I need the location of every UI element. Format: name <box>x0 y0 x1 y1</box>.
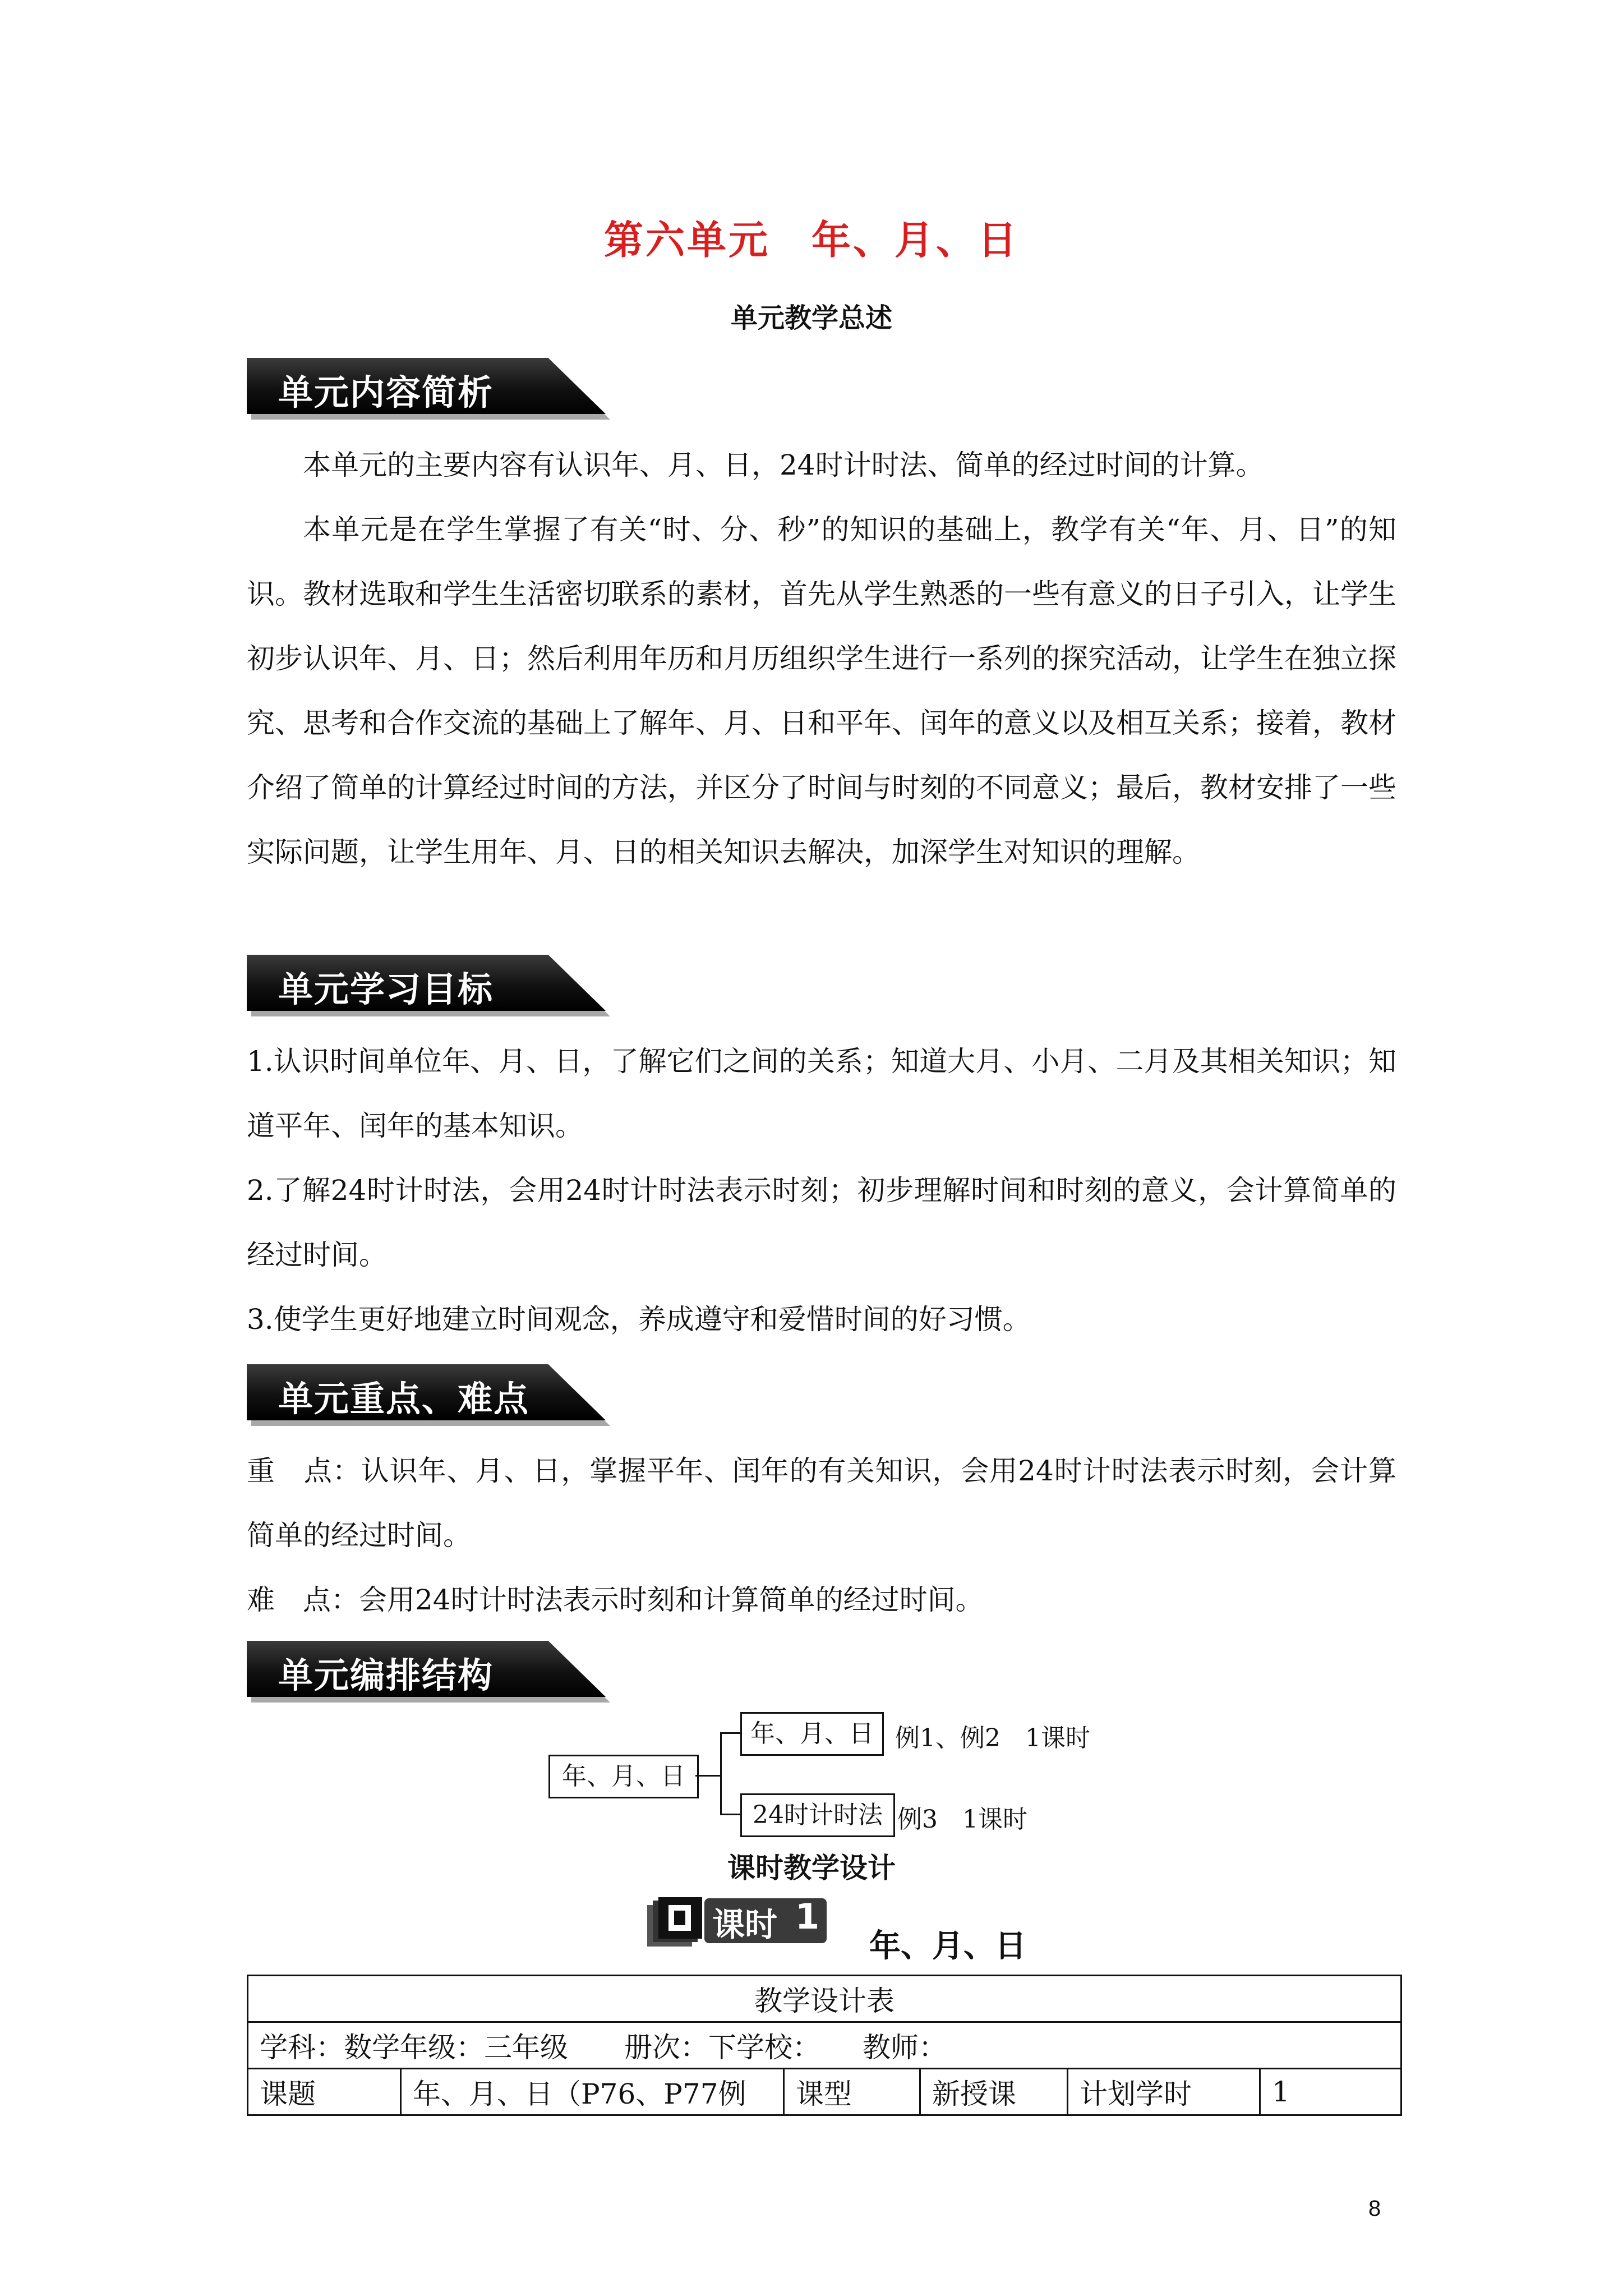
connector-top <box>720 1732 740 1734</box>
section-heading-content: 单元内容简析 <box>278 372 494 413</box>
section-heading-structure: 单元编排结构 <box>278 1655 494 1696</box>
design-table <box>247 1975 1402 2116</box>
section-heading-keypoints: 单元重点、难点 <box>278 1378 530 1419</box>
goal-item-1: 1.认识时间单位年、月、日，了解它们之间的关系；知道大月、小月、二月及其相关知识；知道平年、闰年的基本知识。 <box>247 1045 1396 1142</box>
table-cell: 计划学时 <box>1068 2069 1260 2115</box>
section-banner-goals <box>247 955 606 1011</box>
page-subtitle: 单元教学总述 <box>730 302 892 334</box>
table-cell: 1 <box>1260 2069 1401 2115</box>
page-number: 8 <box>1368 2196 1381 2221</box>
section-banner-structure <box>247 1641 606 1697</box>
table-cell: 年、月、日（P76、P77例 <box>401 2069 784 2115</box>
structure-branch-2-note: 例3 1课时 <box>897 1805 1027 1834</box>
connector-bottom <box>720 1814 740 1815</box>
structure-branch-1-box: 年、月、日 <box>740 1712 884 1756</box>
table-cell: 课型 <box>784 2069 920 2115</box>
lesson-badge-number: 1 <box>795 1896 820 1937</box>
design-table-meta: 学科：数学年级：三年级 册次：下学校： 教师： <box>248 2022 1401 2069</box>
structure-branch-1-note: 例1、例2 1课时 <box>895 1724 1090 1752</box>
connector-vertical <box>720 1732 722 1815</box>
content-paragraph-2: 本单元是在学生掌握了有关“时、分、秒”的知识的基础上，教学有关“年、月、日”的知识。教材选取和学生生活密切联系的素材，首先从学生熟悉的一些有意义的日子引入，让学生初步认识年、月、日；然后利用年历和月历组织学生进行一系列的探究活动，让学生在独立探究、思考和合作交流的基础上了解年、月、日和平年、闰年的意义以及相互关系；接着，教材介绍了简单的计算经过时间的方法，并区分了时间与时刻的不同意义；最后，教材安排了一些实际问题，让学生用年、月、日的相关知识去解决，加深学生对知识的理解。 <box>247 513 1396 868</box>
page-title: 第六单元 年、月、日 <box>604 217 1019 263</box>
difficult-points-text: 难 点：会用24时计时法表示时刻和计算简单的经过时间。 <box>247 1584 984 1616</box>
structure-branch-2-box: 24时计时法 <box>740 1793 895 1837</box>
table-cell: 课题 <box>248 2069 401 2115</box>
section-banner-keypoints <box>247 1364 606 1420</box>
lesson-badge-text: 课时 <box>712 1906 778 1944</box>
structure-root-box: 年、月、日 <box>548 1755 699 1798</box>
key-points-text: 重 点：认识年、月、日，掌握平年、闰年的有关知识，会用24时计时法表示时刻，会计算简单的经过时间。 <box>247 1455 1396 1552</box>
content-paragraph-1: 本单元的主要内容有认识年、月、日，24时计时法、简单的经过时间的计算。 <box>303 449 1264 481</box>
goal-item-2: 2.了解24时计时法，会用24时计时法表示时刻；初步理解时间和时刻的意义，会计算简单的经过时间。 <box>247 1174 1396 1271</box>
section-banner-content <box>247 358 606 414</box>
table-row <box>248 2069 1401 2115</box>
lesson-title: 年、月、日 <box>869 1927 1026 1964</box>
connector-horizontal <box>695 1775 721 1777</box>
lesson-section-title: 课时教学设计 <box>727 1851 896 1884</box>
design-table-caption: 教学设计表 <box>248 1976 1401 2022</box>
table-cell: 新授课 <box>920 2069 1068 2115</box>
goal-item-3: 3.使学生更好地建立时间观念，养成遵守和爱惜时间的好习惯。 <box>247 1303 1031 1336</box>
section-heading-goals: 单元学习目标 <box>278 969 494 1010</box>
lesson-badge <box>645 1895 852 1951</box>
